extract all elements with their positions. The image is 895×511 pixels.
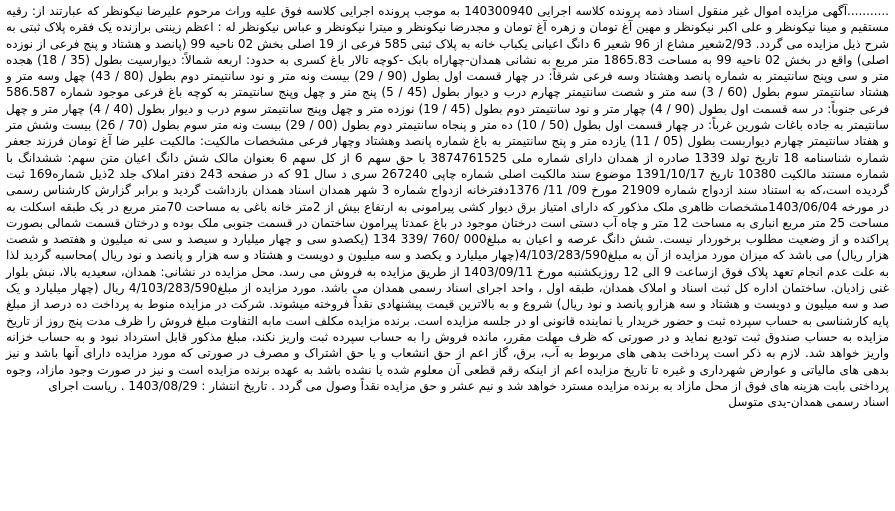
- notice-body: ...........آگهی مزایده اموال غیر منقول اسناد ذمه پرونده کلاسه اجرایی 140300940 به موجب پرونده اجرایی کلاسه فوق علیه وراث مرحوم علیرضا نیکونظر که عبارتند از: رقیه مستقیم و مینا نیکونظر و علی اکبر نیکونظر و مهین آغ تومان و زهره آغ تومان و مجدرضا نیکونظر و میترا نیکونظر و عباس نیکونظر له : اعظم زینتی برازنده یک فقره پلاک ثبتی به شرح ذیل مزایده می گردد. 2/93شعیر مشاع از 96 شعیر 6 دانگ اعیانی یکباب خانه به پلاک ثبتی 585 فرعی از 19 اصلی بخش 02 ناحیه 99 (پانصد و هشتاد و پنج فرعی از نوزده اصلی) واقع در بخش 02 ناحیه 99 به مساحت 1865.83 متر مربع به نشانی همدان-چهاراه بابک -کوچه تالار باغ کسری به حدود: اربعه شمالاً: دیوارسیت بطول (35 / 18) هجده متر و سی وپنج سانتیمتر به شماره پانصد وهشتاد وسه فرعی شرقاً: در چهار قسمت اول بطول (90 / 29) بیست ونه متر و نود سانتیمتر دوم بطول (80 / 43) چهل وسه متر و هشتاد سانتیمتر سوم بطول (60 / 3) سه متر و شصت سانتیمتر چهارم درب و دیوار بطول (45 / 5) پنج متر و چهل وپنج سانتیمتر به کوچه باغ فرعی موجود شماره 586.587 فرعی جنوباً: در سه قسمت اول بطول (90 / 4) چهار متر و نود سانتیمتر دوم بطول (45 / 19) نوزده متر و چهل وپنج سانتیمتر سوم درب و دیوار بطول (40 / 4) چهار متر و چهل سانتیمتر به جاده باغات شورین غرباً: در چهار قسمت اول بطول (50 / 10) ده متر و پنجاه سانتیمتر دوم بطول (00 / 29) بیست ونه متر سوم بطول (70 / 26) بیست وشش متر و هفتاد سانتیمتر چهارم دیواربست بطول (05 / 11) یازده متر و پنج سانتیمتر به باغ شماره پانصد وهشتاد وچهار فرعی مشخصات مالکیت: مالکیت علیر ضا آغ تومان فرزند جعفر شماره شناسنامه 18 تاریخ تولد 1339 صادره از همدان دارای شماره ملی 3874761525 با حق سهم 6 از کل سهم 6 بعنوان مالک شش دانگ اعیان متن سهم: ششدانگ با شماره مستند مالکیت 10380 تاریخ 1391/10/17 موضوع سند مالکیت اصلی شماره چاپی 267240 سری د سال 91 که در صفحه 243 دفتر املاک جلد 2ذیل شماره169 ثبت گردیده است،که به استناد سند ازدواج شماره 21909 مورخ 09/ 11/ 1376دفترخانه ازدواج شماره 3 شهر همدان اسناد همدان بازداشت گردید و برابر گزارش کارشناس رسمی در مورخه 1403/06/04مشخصات ظاهری ملک مذکور که دارای امتیاز برق دیوار کشی پیرامونی به ارتفاع بیش از 2متر خانه باغی به مساحت 70متر مربع در یک طبقه اسکلت به مساحت 25 متر مربع انباری به مساحت 12 متر و چاه آب دستی است درختان موجود در باغ عمدتا پیرامون ساختمان در قسمت جنوبی ملک بوده و درختان قسمت شمالی بصورت پراکنده و از وضعیت مطلوب برخوردار نیست. شش دانگ عرصه و اعیان به مبلغ000 /760 /339 134 (یکصدو سی و چهار میلیارد و سیصد و سی نه میلیون و هفتصد و شصت هزار ریال) می باشد که میزان مورد مزایده از آن به مبلغ4/103/283/590(چهار میلیارد و یکصد و سه میلیون و دویست و هشتاد و سه هزار و پانصد و نود ریال )محاسبه گردید لذا به علت عدم انجام تعهد پلاک فوق ازساعت 9 الی 12 روزیکشنبه مورخ 1403/09/11 از طریق مزایده به فروش می رسد. محل مزایده در نشانی: همدان، سعیدیه بالا، نبش بلوار غنی زادیان. ساختمان اداره کل ثبت اسناد و املاک همدان، طبقه اول ، واحد اجرای اسناد رسمی همدان می باشد. مورد مزایده از مبلغ4/103/283/590 ریال (چهار میلیارد و یک صد و سه میلیون و دویست و هشتاد و سه هزارو پانصد و نود ریال) شروع و به بالاترین قیمت پیشنهادی نقداً فروخته میشوند. شرکت در مزایده منوط به پرداخت ده درصد از مبلغ پایه کارشناسی به حساب سپرده ثبت و حضور خریدار یا نماینده قانونی او در جلسه مزایده است. برنده مزایده مکلف است مابه التفاوت مبلغ فروش را ظرف مدت پنج روز از تاریخ مزایده به حساب صندوق ثبت تودیع نماید و در صورتی که ظرف مهلت مقرر، مانده فروش را به حساب سپرده ثبت واریز نکند، مبلغ مذکور قابل استرداد نبود و به حساب خزانه واریز خواهد شد. لازم به ذکر است پرداخت بدهی های مربوط به آب، برق، گاز اعم از حق انشعاب و یا حق اشتراک و مصرف در صورتی که مورد مزایده دارای آنها باشد و نیز بدهی های مالیاتی و عوارض شهرداری و غیره تا تاریخ مزایده اعم از اینکه رقم قطعی آن معلوم شده یا نشده باشد به عهده برنده مزایده است و نیز در صورت وجود مازاد، وجوه پرداختی بابت هزینه های فوق از محل مازاد به برنده مزایده مسترد خواهد شد و نیم عشر و حق مزایده نقداً وصول می گردد . تاریخ انتشار : 1403/08/29 . ریاست اجرای: [6, 4, 890, 393]
- notice-signature: اسناد رسمی همدان-یدی متوسل: [728, 395, 889, 410]
